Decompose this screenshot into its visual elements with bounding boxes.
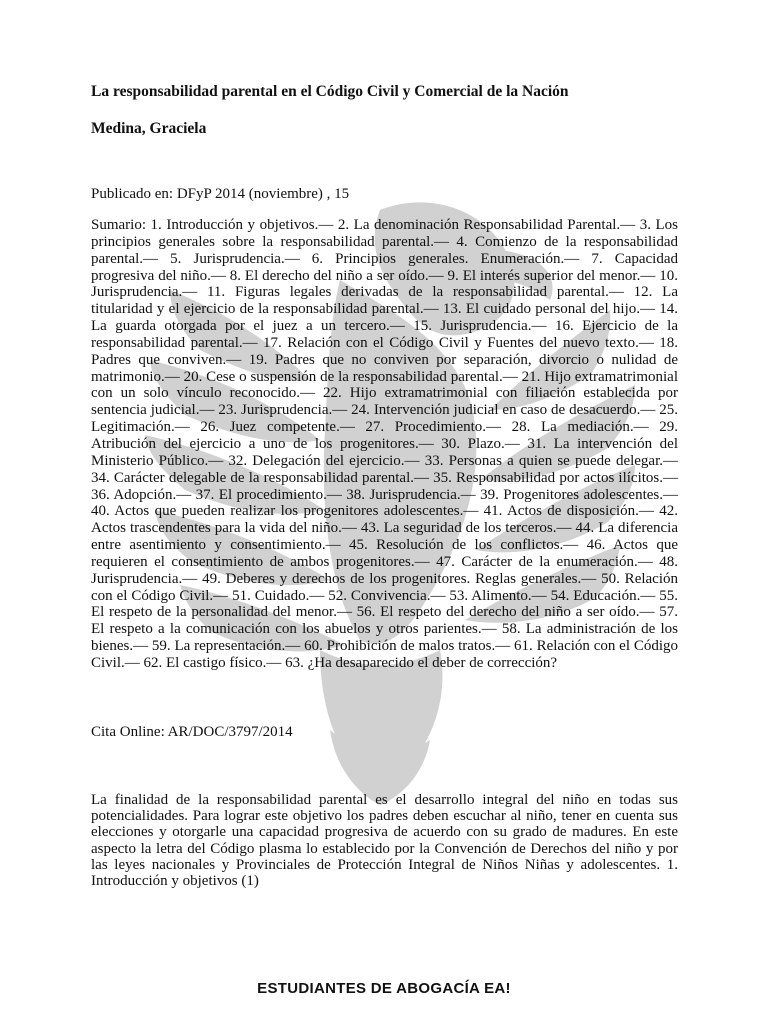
document-title: La responsabilidad parental en el Código Civil y Comercial de la Nación <box>91 83 569 100</box>
summary-paragraph: Sumario: 1. Introducción y objetivos.— 2. La denominación Responsabilidad Parental.— 3. Los principios generales sobre la responsabilidad parental.— 4. Comienzo de la responsabilidad parental.— 5. Jurisprudencia.— 6. Principios generales. Enumeración.— 7. Capacidad progresiva del niño.— 8. El derecho del niño a ser oído.— 9. El interés superior del menor.— 10. Jurisprudencia.— 11. Figuras legales derivadas de la responsabilidad parental.— 12. La titularidad y el ejercicio de la responsabilidad parental.— 13. El cuidado personal del hijo.— 14. La guarda otorgada por el juez a un tercero.— 15. Jurisprudencia.— 16. Ejercicio de la responsabilidad parental.— 17. Relación con el Código Civil y Fuentes del nuevo texto.— 18. Padres que conviven.— 19. Padres que no conviven por separación, divorcio o nulidad de matrimonio.— 20. Cese o suspensión de la responsabilidad parental.— 21. Hijo extramatrimonial con un solo vínculo reconocido.— 22. Hijo extramatrimonial con filiación establecida por sentencia judicial.— 23. Jurisprudencia.— 24. Intervención judicial en caso de desacuerdo.— 25. Legitimación.— 26. Juez competente.— 27. Procedimiento.— 28. La mediación.— 29. Atribución del ejercicio a uno de los progenitores.— 30. Plazo.— 31. La intervención del Ministerio Público.— 32. Delegación del ejercicio.— 33. Personas a quien se puede delegar.— 34. Carácter delegable de la responsabilidad parental.— 35. Responsabilidad por actos ilícitos.— 36. Adopción.— 37. El procedimiento.— 38. Jurisprudencia.— 39. Progenitores adolescentes.— 40. Actos que pueden realizar los progenitores adolescentes.— 41. Actos de disposición.— 42. Actos trascendentes para la vida del niño.— 43. La seguridad de los terceros.— 44. La diferencia entre asentimiento y consentimiento.— 45. Resolución de los conflictos.— 46. Actos que requieren el consentimiento de ambos progenitores.— 47. Carácter de la enumeración.— 48. Jurisprudencia.— 49. Deberes y derechos de los progenitores. Reglas generales.— 50. Relación con el Código Civil.— 51. Cuidado.— 52. Convivencia.— 53. Alimento.— 54. Educación.— 55. El respeto de la personalidad del menor.— 56. El respeto del derecho del niño a ser oído.— 57. El respeto a la comunicación con los abuelos y otros parientes.— 58. La administración de los bienes.— 59. La representación.— 60. Prohibición de malos tratos.— 61. Relación con el Código Civil.— 62. El castigo físico.— 63. ¿Ha desaparecido el deber de corrección? <box>91 217 678 671</box>
body-paragraph: La finalidad de la responsabilidad parental es el desarrollo integral del niño en todas sus potencialidades. Para lograr este objetivo los padres deben escuchar al niño, tener en cuenta sus elecciones y otorgarle una capacidad progresiva de acuerdo con su grado de madures. En este aspecto la letra del Código plasma lo establecido por la Convención de Derechos del niño y por las leyes nacionales y Provinciales de Protección Integral de Niños Niñas y adolescentes. 1. Introducción y objetivos (1) <box>91 792 678 890</box>
publication-info: Publicado en: DFyP 2014 (noviembre) , 15 <box>91 186 350 202</box>
footer-banner: ESTUDIANTES DE ABOGACÍA EA! <box>257 980 511 997</box>
online-citation: Cita Online: AR/DOC/3797/2014 <box>91 724 293 740</box>
document-author: Medina, Graciela <box>91 120 207 137</box>
